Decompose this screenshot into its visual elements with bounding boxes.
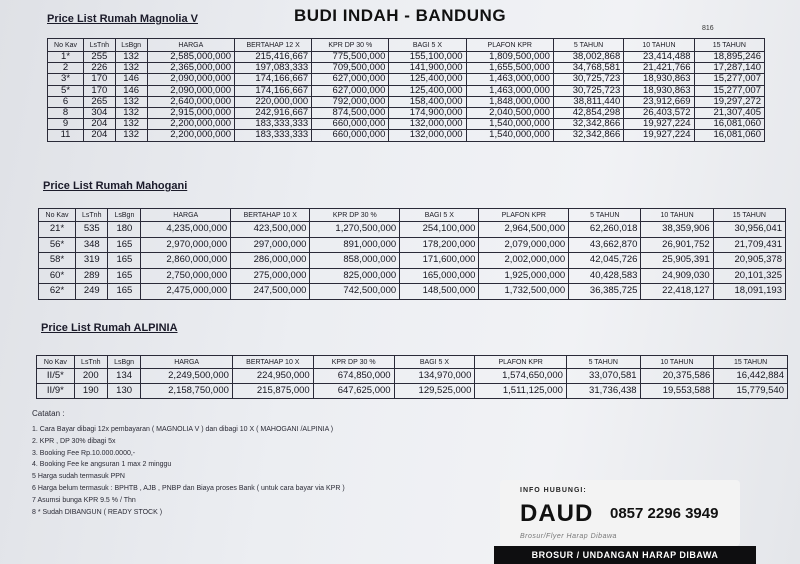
table-header-row	[39, 209, 786, 222]
table-cell: 8	[48, 107, 84, 118]
table-cell: 26,901,752	[641, 237, 713, 253]
column-header: BERTAHAP 10 X	[232, 356, 313, 369]
table-cell: 16,081,060	[694, 119, 764, 130]
table-cell: 42,854,298	[553, 107, 623, 118]
table-cell: II/9*	[37, 384, 75, 399]
table-cell: 34,768,581	[553, 63, 623, 74]
column-header: KPR DP 30 %	[313, 356, 394, 369]
table-cell: 297,000,000	[231, 237, 310, 253]
table-cell: 275,000,000	[231, 268, 310, 284]
table-cell: 132	[115, 63, 147, 74]
table-cell: 62*	[39, 284, 76, 300]
column-header: 15 TAHUN	[694, 39, 764, 52]
table-cell: 1,925,000,000	[479, 268, 569, 284]
table-cell: 215,875,000	[232, 384, 313, 399]
contact-small-text: Brosur/Flyer Harap Dibawa	[520, 533, 617, 540]
table-cell: 775,500,000	[312, 52, 389, 63]
table-header-row	[48, 39, 765, 52]
table-cell: 2,860,000,000	[141, 253, 231, 269]
table-cell: 23,912,669	[624, 96, 694, 107]
note-item: 7 Asumsi bunga KPR 9.5 % / Thn	[32, 496, 136, 504]
table-row	[39, 268, 786, 284]
table-cell: 255	[84, 52, 116, 63]
table-cell: 20,905,378	[713, 253, 785, 269]
table-cell: 178,200,000	[400, 237, 479, 253]
column-header: 5 TAHUN	[553, 39, 623, 52]
table-cell: 16,442,884	[714, 369, 788, 384]
table-cell: 32,342,866	[553, 119, 623, 130]
table-cell: 174,900,000	[389, 107, 466, 118]
table-cell: 19,927,224	[624, 130, 694, 141]
table-cell: 304	[84, 107, 116, 118]
table-cell: 19,927,224	[624, 119, 694, 130]
column-header: LsTnh	[84, 39, 116, 52]
column-header: KPR DP 30 %	[312, 39, 389, 52]
note-item: 1. Cara Bayar dibagi 12x pembayaran ( MAGNOLIA V ) dan dibagi 10 X ( MAHOGANI /ALPINIA )	[32, 426, 334, 433]
table-cell: 30,725,723	[553, 85, 623, 96]
table-cell: 19,297,272	[694, 96, 764, 107]
table-cell: 18,930,863	[624, 74, 694, 85]
column-header: LsTnh	[74, 356, 107, 369]
table-cell: 242,916,667	[235, 107, 312, 118]
column-header: 10 TAHUN	[640, 356, 714, 369]
table-cell: 197,083,333	[235, 63, 312, 74]
section-heading-magnolia: Price List Rumah Magnolia V	[47, 13, 198, 25]
table-cell: 132,000,000	[389, 119, 466, 130]
table-cell: 20,101,325	[713, 268, 785, 284]
contact-label: INFO HUBUNGI:	[520, 487, 587, 494]
table-cell: 183,333,333	[235, 119, 312, 130]
table-cell: 42,045,726	[569, 253, 641, 269]
table-cell: 825,000,000	[310, 268, 400, 284]
table-cell: 32,342,866	[553, 130, 623, 141]
brochure-banner: BROSUR / UNDANGAN HARAP DIBAWA	[494, 546, 756, 564]
column-header: BAGI 5 X	[389, 39, 466, 52]
table-cell: 1,463,000,000	[466, 85, 553, 96]
table-row	[39, 222, 786, 238]
column-header: LsBgn	[107, 356, 141, 369]
table-cell: 647,625,000	[313, 384, 394, 399]
table-cell: 26,403,572	[624, 107, 694, 118]
table-cell: 170	[84, 85, 116, 96]
table-cell: 30,956,041	[713, 222, 785, 238]
column-header: LsBgn	[108, 209, 141, 222]
table-cell: 130	[107, 384, 141, 399]
table-cell: 5*	[48, 85, 84, 96]
table-row	[39, 253, 786, 269]
contact-phone: 0857 2296 3949	[610, 505, 719, 522]
column-header: PLAFON KPR	[466, 39, 553, 52]
table-cell: 170	[84, 74, 116, 85]
table-cell: 129,525,000	[394, 384, 475, 399]
table-cell: 874,500,000	[312, 107, 389, 118]
table-cell: 1,655,500,000	[466, 63, 553, 74]
table-cell: 146	[115, 74, 147, 85]
table-cell: 2,970,000,000	[141, 237, 231, 253]
table-cell: 132,000,000	[389, 130, 466, 141]
page-title: BUDI INDAH - BANDUNG	[293, 6, 507, 25]
table-cell: 165,000,000	[400, 268, 479, 284]
table-row	[37, 384, 788, 399]
table-cell: 535	[76, 222, 108, 238]
table-cell: 319	[76, 253, 108, 269]
table-row	[39, 284, 786, 300]
table-cell: 709,500,000	[312, 63, 389, 74]
notes-title: Catatan :	[32, 409, 65, 418]
column-header: BAGI 5 X	[400, 209, 479, 222]
note-item: 6 Harga belum termasuk : BPHTB , AJB , PNBP dan Biaya proses Bank ( untuk cara bayar via KPR )	[32, 484, 345, 492]
table-cell: 204	[84, 119, 116, 130]
table-cell: 15,277,007	[694, 85, 764, 96]
table-row	[48, 130, 765, 141]
table-cell: 2,090,000,000	[147, 74, 234, 85]
table-cell: 183,333,333	[235, 130, 312, 141]
table-cell: 165	[108, 268, 141, 284]
price-table-magnolia	[47, 38, 765, 142]
table-cell: 148,500,000	[400, 284, 479, 300]
column-header: KPR DP 30 %	[310, 209, 400, 222]
table-cell: 11	[48, 130, 84, 141]
table-cell: 2,915,000,000	[147, 107, 234, 118]
column-header: 15 TAHUN	[714, 356, 788, 369]
table-cell: 15,779,540	[714, 384, 788, 399]
table-row	[48, 119, 765, 130]
table-cell: 674,850,000	[313, 369, 394, 384]
table-row	[48, 96, 765, 107]
table-cell: 254,100,000	[400, 222, 479, 238]
note-item: 3. Booking Fee Rp.10.000.0000,-	[32, 449, 136, 457]
table-cell: 2,200,000,000	[147, 119, 234, 130]
table-cell: 2,079,000,000	[479, 237, 569, 253]
note-item: 2. KPR , DP 30% dibagi 5x	[32, 437, 116, 445]
table-cell: 660,000,000	[312, 119, 389, 130]
table-cell: 23,414,488	[624, 52, 694, 63]
table-cell: 174,166,667	[235, 85, 312, 96]
note-item: 4. Booking Fee ke angsuran 1 max 2 minggu	[32, 461, 172, 469]
table-row	[48, 52, 765, 63]
table-cell: 4,235,000,000	[141, 222, 231, 238]
table-cell: 9	[48, 119, 84, 130]
table-cell: 38,359,906	[641, 222, 713, 238]
table-cell: 1,463,000,000	[466, 74, 553, 85]
column-header: 5 TAHUN	[569, 209, 641, 222]
column-header: HARGA	[141, 356, 233, 369]
table-cell: 2,249,500,000	[141, 369, 233, 384]
column-header: No Kav	[39, 209, 76, 222]
column-header: HARGA	[147, 39, 234, 52]
table-cell: 62,260,018	[569, 222, 641, 238]
table-cell: 1,540,000,000	[466, 119, 553, 130]
table-cell: 24,909,030	[641, 268, 713, 284]
column-header: BERTAHAP 10 X	[231, 209, 310, 222]
price-table-alpinia	[36, 355, 788, 399]
table-row	[48, 85, 765, 96]
table-cell: 171,600,000	[400, 253, 479, 269]
table-cell: 289	[76, 268, 108, 284]
table-cell: 21,307,405	[694, 107, 764, 118]
section-heading-alpinia: Price List Rumah ALPINIA	[41, 322, 178, 334]
table-cell: 1,540,000,000	[466, 130, 553, 141]
table-row	[48, 107, 765, 118]
table-cell: II/5*	[37, 369, 75, 384]
table-cell: 204	[84, 130, 116, 141]
table-cell: 56*	[39, 237, 76, 253]
column-header: No Kav	[37, 356, 75, 369]
table-cell: 21*	[39, 222, 76, 238]
table-cell: 2,475,000,000	[141, 284, 231, 300]
table-cell: 2,158,750,000	[141, 384, 233, 399]
table-cell: 249	[76, 284, 108, 300]
table-cell: 18,895,246	[694, 52, 764, 63]
table-cell: 2,090,000,000	[147, 85, 234, 96]
contact-card	[500, 480, 740, 546]
table-cell: 17,287,140	[694, 63, 764, 74]
table-cell: 226	[84, 63, 116, 74]
column-header: HARGA	[141, 209, 231, 222]
table-row	[37, 369, 788, 384]
table-cell: 134,970,000	[394, 369, 475, 384]
notes-block	[32, 409, 345, 518]
table-cell: 423,500,000	[231, 222, 310, 238]
table-cell: 132	[115, 119, 147, 130]
table-cell: 132	[115, 107, 147, 118]
table-cell: 891,000,000	[310, 237, 400, 253]
column-header: PLAFON KPR	[475, 356, 567, 369]
table-cell: 58*	[39, 253, 76, 269]
table-row	[39, 237, 786, 253]
table-cell: 36,385,725	[569, 284, 641, 300]
table-cell: 40,428,583	[569, 268, 641, 284]
table-cell: 627,000,000	[312, 74, 389, 85]
table-cell: 265	[84, 96, 116, 107]
table-cell: 3*	[48, 74, 84, 85]
column-header: 15 TAHUN	[713, 209, 785, 222]
column-header: LsBgn	[115, 39, 147, 52]
table-cell: 134	[107, 369, 141, 384]
table-cell: 38,811,440	[553, 96, 623, 107]
table-cell: 190	[74, 384, 107, 399]
note-item: 5 Harga sudah termasuk PPN	[32, 473, 125, 481]
page-number: 816	[702, 25, 714, 32]
table-cell: 2,964,500,000	[479, 222, 569, 238]
table-cell: 19,553,588	[640, 384, 714, 399]
table-cell: 132	[115, 130, 147, 141]
table-cell: 132	[115, 52, 147, 63]
table-cell: 224,950,000	[232, 369, 313, 384]
table-cell: 247,500,000	[231, 284, 310, 300]
table-cell: 627,000,000	[312, 85, 389, 96]
table-cell: 2,040,500,000	[466, 107, 553, 118]
table-cell: 1*	[48, 52, 84, 63]
table-cell: 6	[48, 96, 84, 107]
table-cell: 21,421,766	[624, 63, 694, 74]
table-row	[48, 74, 765, 85]
table-cell: 165	[108, 237, 141, 253]
table-cell: 125,400,000	[389, 74, 466, 85]
note-item: 8 * Sudah DIBANGUN ( READY STOCK )	[32, 508, 163, 516]
table-cell: 15,277,007	[694, 74, 764, 85]
table-cell: 215,416,667	[235, 52, 312, 63]
table-cell: 165	[108, 253, 141, 269]
table-cell: 155,100,000	[389, 52, 466, 63]
table-cell: 141,900,000	[389, 63, 466, 74]
table-row	[48, 63, 765, 74]
table-cell: 348	[76, 237, 108, 253]
table-cell: 158,400,000	[389, 96, 466, 107]
table-cell: 1,511,125,000	[475, 384, 567, 399]
table-cell: 792,000,000	[312, 96, 389, 107]
column-header: BERTAHAP 12 X	[235, 39, 312, 52]
column-header: BAGI 5 X	[394, 356, 475, 369]
table-cell: 31,736,438	[566, 384, 640, 399]
table-cell: 660,000,000	[312, 130, 389, 141]
table-cell: 21,709,431	[713, 237, 785, 253]
table-cell: 858,000,000	[310, 253, 400, 269]
table-cell: 146	[115, 85, 147, 96]
table-cell: 1,732,500,000	[479, 284, 569, 300]
table-cell: 18,930,863	[624, 85, 694, 96]
table-cell: 2,002,000,000	[479, 253, 569, 269]
table-cell: 1,270,500,000	[310, 222, 400, 238]
table-cell: 174,166,667	[235, 74, 312, 85]
table-cell: 43,662,870	[569, 237, 641, 253]
contact-name: DAUD	[520, 500, 594, 527]
table-cell: 1,848,000,000	[466, 96, 553, 107]
table-cell: 1,574,650,000	[475, 369, 567, 384]
table-cell: 165	[108, 284, 141, 300]
table-cell: 2,585,000,000	[147, 52, 234, 63]
table-cell: 200	[74, 369, 107, 384]
column-header: LsTnh	[76, 209, 108, 222]
table-cell: 286,000,000	[231, 253, 310, 269]
table-cell: 2,750,000,000	[141, 268, 231, 284]
column-header: 5 TAHUN	[566, 356, 640, 369]
table-header-row	[37, 356, 788, 369]
table-cell: 220,000,000	[235, 96, 312, 107]
table-cell: 22,418,127	[641, 284, 713, 300]
table-cell: 33,070,581	[566, 369, 640, 384]
table-cell: 125,400,000	[389, 85, 466, 96]
table-cell: 2,200,000,000	[147, 130, 234, 141]
table-cell: 132	[115, 96, 147, 107]
table-cell: 20,375,586	[640, 369, 714, 384]
table-cell: 2	[48, 63, 84, 74]
price-table-mahogani	[38, 208, 786, 300]
table-cell: 2,365,000,000	[147, 63, 234, 74]
table-cell: 1,809,500,000	[466, 52, 553, 63]
column-header: 10 TAHUN	[624, 39, 694, 52]
table-cell: 180	[108, 222, 141, 238]
section-heading-mahogani: Price List Rumah Mahogani	[43, 180, 188, 192]
column-header: 10 TAHUN	[641, 209, 713, 222]
column-header: No Kav	[48, 39, 84, 52]
table-cell: 38,002,868	[553, 52, 623, 63]
table-cell: 2,640,000,000	[147, 96, 234, 107]
table-cell: 18,091,193	[713, 284, 785, 300]
table-cell: 60*	[39, 268, 76, 284]
table-cell: 25,905,391	[641, 253, 713, 269]
table-cell: 16,081,060	[694, 130, 764, 141]
column-header: PLAFON KPR	[479, 209, 569, 222]
table-cell: 742,500,000	[310, 284, 400, 300]
table-cell: 30,725,723	[553, 74, 623, 85]
